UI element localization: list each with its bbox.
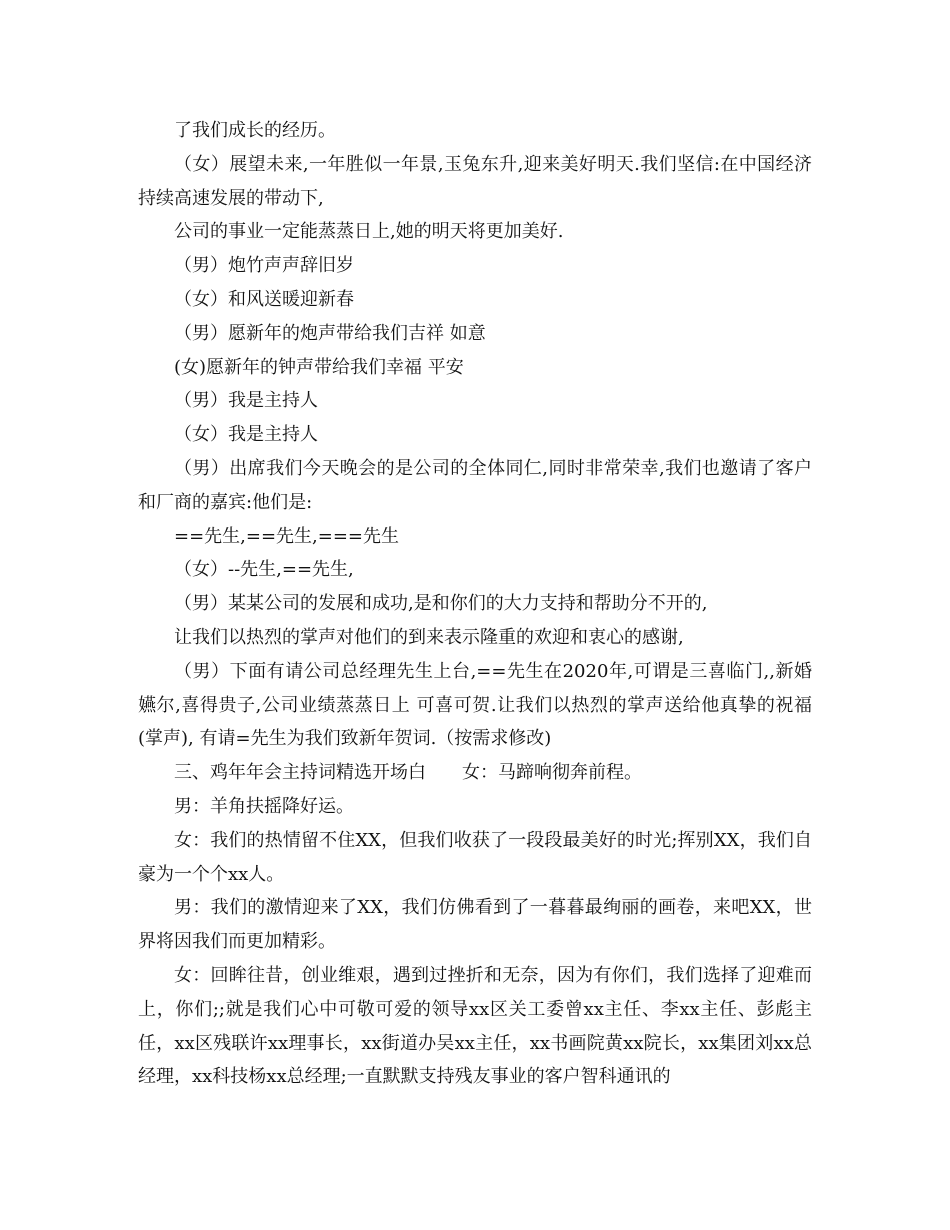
paragraph: （男）愿新年的炮声带给我们吉祥 如意 xyxy=(174,322,486,344)
section-heading: 三、鸡年年会主持词精选开场白 女：马蹄响彻奔前程。 xyxy=(174,762,642,784)
paragraph: 女：我们的热情留不住XX，但我们收获了一段段最美好的时光;挥别XX，我们自豪为一个个xx人。 xyxy=(138,829,812,885)
paragraph: 男：羊角扶摇降好运。 xyxy=(174,795,354,817)
paragraph: 了我们成长的经历。 xyxy=(174,120,336,141)
paragraph: 公司的事业一定能蒸蒸日上,她的明天将更加美好. xyxy=(174,221,564,243)
paragraph: 男：我们的激情迎来了XX，我们仿佛看到了一暮暮最绚丽的画卷，来吧XX，世界将因我们而更加精彩。 xyxy=(138,897,812,953)
paragraph: （女）展望未来,一年胜似一年景,玉兔东升,迎来美好明天.我们坚信:在中国经济持续高速发展的带动下, xyxy=(138,153,812,209)
paragraph: （男）某某公司的发展和成功,是和你们的大力支持和帮助分不开的, xyxy=(174,593,708,615)
paragraph: 让我们以热烈的掌声对他们的到来表示隆重的欢迎和衷心的感谢, xyxy=(174,626,684,648)
paragraph: （男）出席我们今天晚会的是公司的全体同仁,同时非常荣幸,我们也邀请了客户和厂商的嘉宾:他们是: xyxy=(138,457,812,513)
paragraph: (女)愿新年的钟声带给我们幸福 平安 xyxy=(174,356,464,378)
paragraph: ==先生,==先生,===先生 xyxy=(174,525,400,547)
paragraph: （男）炮竹声声辞旧岁 xyxy=(174,255,354,277)
paragraph: （男）下面有请公司总经理先生上台,==先生在2020年,可谓是三喜临门,,新婚嬿尔,喜得贵子,公司业绩蒸蒸日上 可喜可贺.让我们以热烈的掌声送给他真挚的祝福(掌声), 有请=先生为我们致新年贺词.（按需求修改) xyxy=(138,660,812,750)
paragraph: （女）我是主持人 xyxy=(174,424,318,446)
paragraph: （女）--先生,==先生, xyxy=(174,559,354,581)
paragraph: 女：回眸往昔，创业维艰，遇到过挫折和无奈，因为有你们，我们选择了迎难而上，你们;;就是我们心中可敬可爱的领导xx区关工委曾xx主任、李xx主任、彭彪主任，xx区残联许xx理事长，xx街道办吴xx主任，xx书画院黄xx院长，xx集团刘xx总经理，xx科技杨xx总经理;一直默默支持残友事业的客户智科通讯的 xyxy=(138,964,812,1088)
paragraph: （女）和风送暖迎新春 xyxy=(174,288,354,310)
paragraph: （男）我是主持人 xyxy=(174,390,318,412)
